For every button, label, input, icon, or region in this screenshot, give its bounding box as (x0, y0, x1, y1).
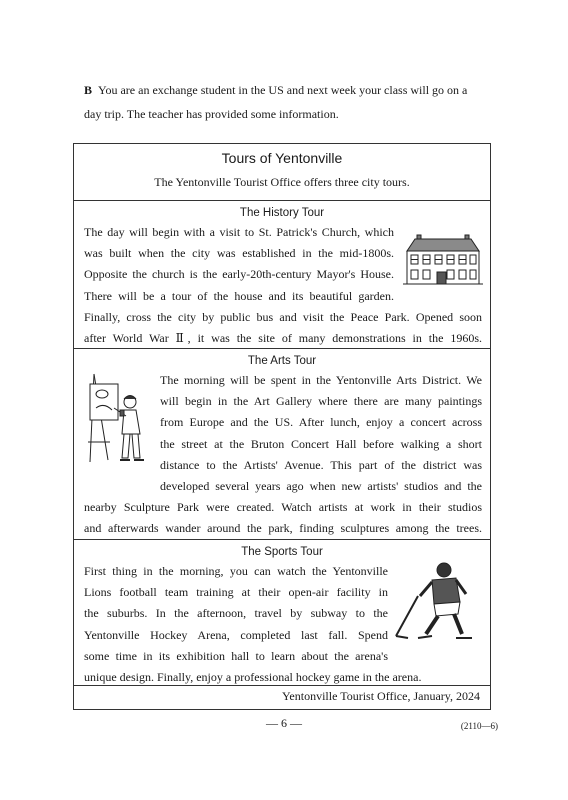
arts-tour-text-top (160, 370, 482, 497)
question-intro (84, 78, 500, 126)
question-label: B (84, 83, 93, 97)
text-line: and afterwards wander around the park, finding sculptures among the trees. (84, 521, 482, 536)
history-tour-text-bottom (84, 307, 482, 349)
text-line: developed several years ago when new artists' studios and the (160, 479, 482, 494)
sports-tour-text-top (84, 561, 388, 667)
text-line: the street at the Bruton Concert Hall before walking a short (160, 436, 482, 451)
text-line: distance to the Artists' Avenue. This part of the district was (160, 457, 482, 472)
text-line: Lions football team training at their open-air facility in (84, 585, 388, 600)
intro-line-1: You are an exchange student in the US and next week your class will go on a (98, 83, 468, 97)
text-line: Finally, cross the city by public bus and visit the Peace Park. Opened soon (84, 309, 482, 324)
history-tour-heading: The History Tour (239, 207, 325, 219)
hockey-player-illustration (392, 560, 482, 644)
text-line: The morning will be spent in the Yentonville Arts District. We (160, 373, 482, 387)
divider (74, 685, 490, 686)
divider (74, 539, 490, 540)
text-line: Yentonville Hockey Arena, completed last fall. Spend (84, 627, 388, 642)
text-line: from Europe and the US. After lunch, enjoy a concert across (160, 415, 482, 430)
text-line: some time in its exhibition hall to learn about the arena's (84, 648, 388, 663)
page-number: — 6 — (266, 716, 302, 730)
box-subtitle: The Yentonville Tourist Office offers three city tours. (154, 175, 410, 189)
text-line: The day will begin with a visit to St. Patrick's Church, which (84, 225, 394, 239)
text-line: First thing in the morning, you can watch the Yentonville (84, 564, 388, 578)
box-title: Tours of Yentonville (221, 150, 343, 166)
mansion-illustration (401, 234, 485, 286)
text-line: the suburbs. In the afternoon, travel by subway to the (84, 606, 388, 621)
text-line: will begin in the Art Gallery where there are many paintings (160, 394, 482, 409)
text-line: Opposite the church is the early-20th-century Mayor's House. (84, 267, 394, 282)
divider (74, 200, 490, 201)
divider (74, 348, 490, 349)
painter-at-easel-illustration (84, 372, 154, 464)
intro-line-2: day trip. The teacher has provided some information. (84, 107, 339, 121)
sports-tour-heading: The Sports Tour (241, 546, 323, 558)
page-code: (2110—6) (460, 721, 498, 731)
history-tour-text-top (84, 222, 394, 307)
arts-tour-heading: The Arts Tour (247, 355, 317, 367)
text-line: There will be a tour of the house and its beautiful garden. (84, 288, 394, 303)
box-footer: Yentonville Tourist Office, January, 2024 (281, 689, 480, 703)
text-line: was built when the city was established in the mid-1800s. (84, 246, 394, 261)
text-line: unique design. Finally, enjoy a professional hockey game in the arena. (84, 670, 422, 684)
text-line: nearby Sculpture Park were created. Watch artists at work in their studios (84, 500, 482, 515)
tour-info-box (73, 143, 491, 710)
text-line: after World War Ⅱ, it was the site of many demonstrations in the 1960s. (84, 331, 482, 345)
arts-tour-text-bottom (84, 497, 482, 539)
